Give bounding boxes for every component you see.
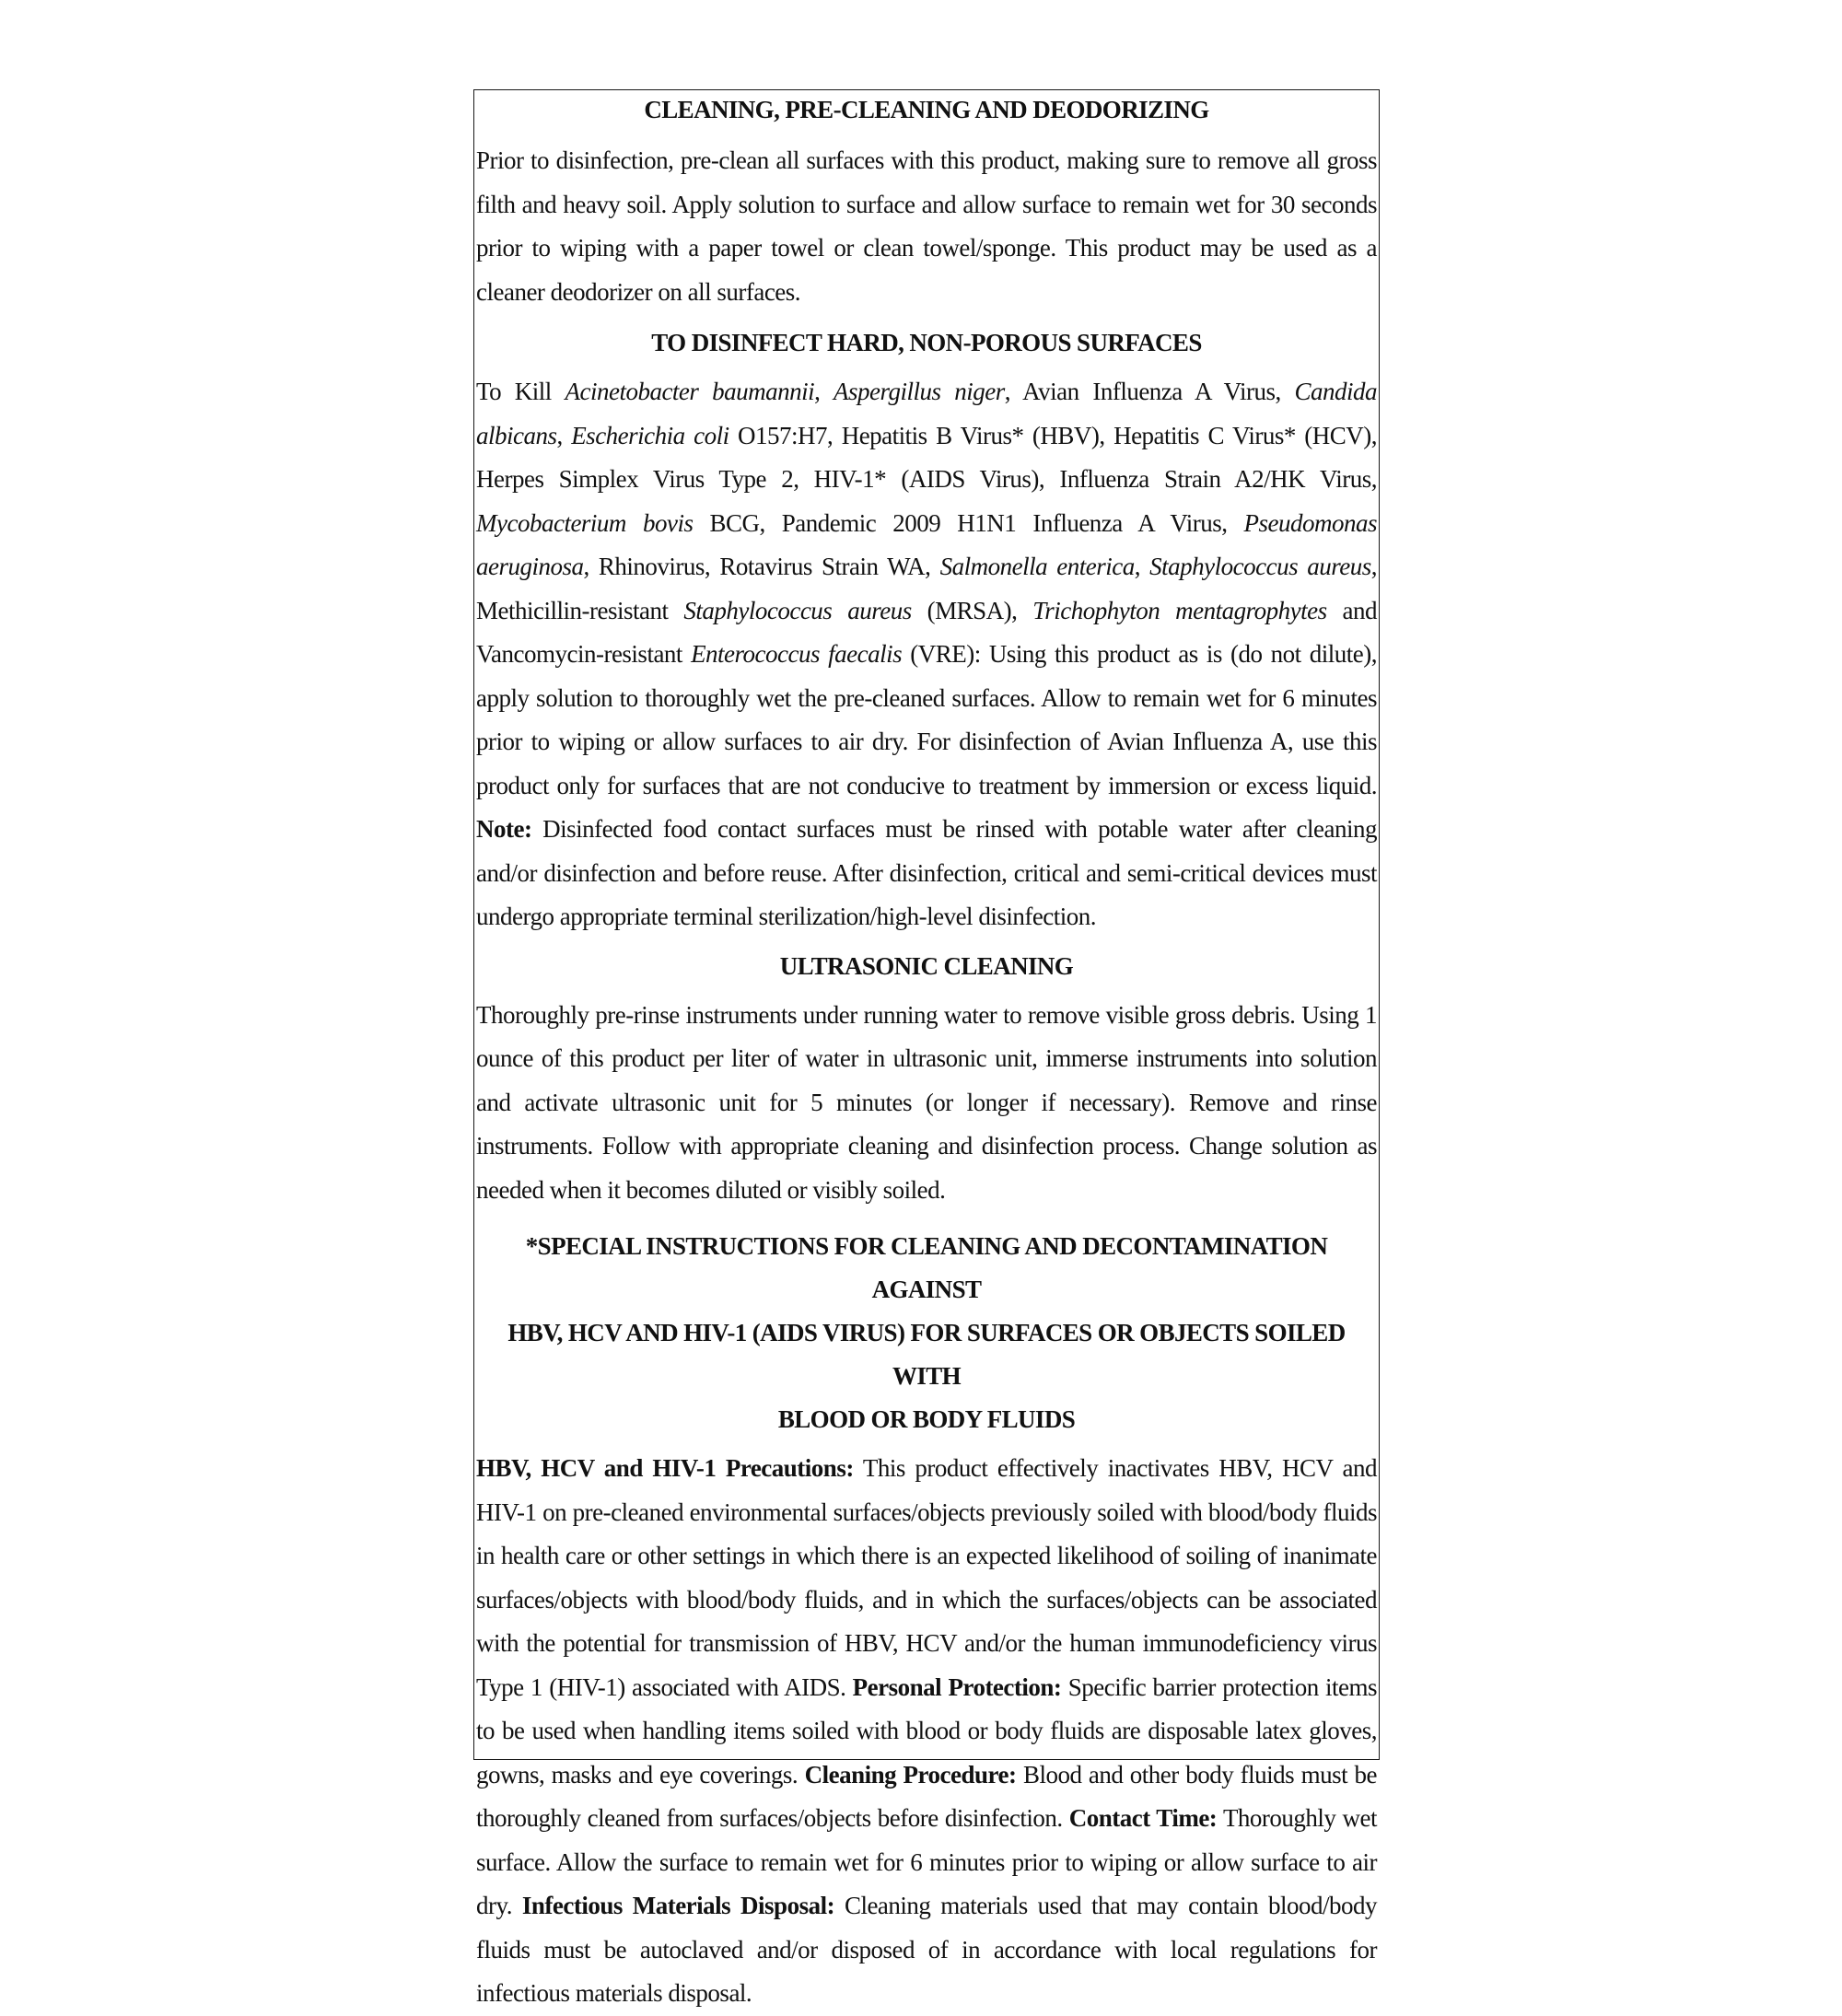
italic-run: Candida albicans bbox=[476, 378, 1377, 449]
text-run: O157:H7, Hepatitis B Virus* (HBV), Hepatitis C Virus* (HCV), Herpes Simplex Virus Type 2, HIV-1* (AIDS Virus), Influenza Strain A2/HK Virus, bbox=[476, 421, 1377, 493]
italic-run: Escherichia coli bbox=[571, 421, 729, 449]
text-run: , bbox=[1134, 553, 1150, 580]
text-run: , bbox=[556, 421, 572, 449]
text-run: (MRSA), bbox=[911, 596, 1033, 624]
italic-run: Pseudomonas aeruginosa bbox=[476, 508, 1378, 580]
text-run: To Kill bbox=[476, 378, 565, 405]
text-run: This product effectively inactivates HBV, HCV and HIV-1 on pre-cleaned environmental surfaces/objects previously soiled with blood/body fluids in health care or other settings in which there is an expected likelihood of soiling of inanimate surfaces/objects with blood/body fluids, and in which the surfaces/objects can be associated with the potential for transmission of HBV, HCV and/or the human immunodeficiency virus Type 1 (HIV-1) associated with AIDS. bbox=[476, 1454, 1378, 1701]
italic-run: Trichophyton mentagrophytes bbox=[1032, 596, 1327, 624]
heading-ultrasonic: ULTRASONIC CLEANING bbox=[779, 951, 1074, 980]
italic-run: Staphylococcus aureus bbox=[683, 596, 912, 624]
text-run: Specific barrier protection items to be used when handling items soiled with blood or body fluids are disposable latex gloves, gowns, masks and eye coverings. bbox=[476, 1672, 1378, 1789]
text-run: (VRE): Using this product as is (do not dilute), apply solution to thoroughly wet the pre-cleaned surfaces. Allow to remain wet for 6 minutes prior to wiping or allow surfaces to air dry. For disinfection of Avian Influenza A, use this product only for surfaces that are not conducive to treatment by immersion or excess liquid. bbox=[476, 640, 1378, 799]
heading-cleaning: CLEANING, PRE-CLEANING AND DEODORIZING bbox=[644, 96, 1209, 123]
text-run: , Avian Influenza A Virus, bbox=[1004, 378, 1295, 405]
label-panel bbox=[473, 89, 1380, 2007]
text-run: Blood and other body fluids must be thoroughly cleaned from surfaces/objects before disinfection. bbox=[476, 1760, 1378, 1832]
italic-run: Mycobacterium bovis bbox=[476, 508, 694, 537]
bold-run: Infectious Materials Disposal: bbox=[521, 1892, 835, 1919]
text-run: , Methicillin-resistant bbox=[476, 553, 1377, 624]
heading-line: HBV, HCV AND HIV-1 (AIDS VIRUS) FOR SURFACES OR OBJECTS SOILED WITH bbox=[507, 1319, 1346, 1390]
bold-run: Personal Protection: bbox=[852, 1672, 1062, 1701]
text-run: Cleaning materials used that may contain blood/body fluids must be autoclaved and/or disposed of in accordance with local regulations for infectious materials disposal. bbox=[476, 1892, 1377, 2007]
italic-run: Salmonella enterica bbox=[939, 553, 1135, 580]
heading-disinfect: TO DISINFECT HARD, NON-POROUS SURFACES bbox=[651, 329, 1202, 356]
heading-special-instructions bbox=[476, 1225, 1377, 1441]
text-run: , Rhinovirus, Rotavirus Strain WA, bbox=[583, 553, 940, 580]
italic-run: Enterococcus faecalis bbox=[691, 640, 903, 668]
bold-run: Cleaning Procedure: bbox=[804, 1760, 1017, 1789]
paragraph-ultrasonic: Thoroughly pre-rinse instruments under running water to remove visible gross debris. Using 1 ounce of this product per liter of water in ultrasonic unit, immerse instruments into solution and activate ultrasonic unit for 5 minutes (or longer if necessary). Remove and rinse instruments. Follow with appropriate cleaning and disinfection process. Change solution as needed when it becomes diluted or visibly soiled. bbox=[476, 1000, 1377, 1204]
bold-run: Note: bbox=[476, 815, 532, 843]
heading-line: *SPECIAL INSTRUCTIONS FOR CLEANING AND DECONTAMINATION AGAINST bbox=[525, 1232, 1328, 1303]
text-run: Disinfected food contact surfaces must be rinsed with potable water after cleaning and/or disinfection and before reuse. After disinfection, critical and semi-critical devices must undergo appropriate terminal sterilization/high-level disinfection. bbox=[476, 815, 1377, 930]
bold-run: Contact Time: bbox=[1068, 1804, 1218, 1832]
heading-line: BLOOD OR BODY FLUIDS bbox=[777, 1405, 1076, 1433]
text-run: and Vancomycin-resistant bbox=[476, 596, 1378, 668]
bold-run: HBV, HCV and HIV-1 Precautions: bbox=[476, 1454, 854, 1482]
paragraph-disinfect bbox=[476, 370, 1377, 939]
text-run: Thoroughly wet surface. Allow the surface to remain wet for 6 minutes prior to wiping or allow surface to air dry. bbox=[476, 1804, 1378, 1919]
italic-run: Acinetobacter baumannii bbox=[565, 378, 815, 405]
paragraph-cleaning: Prior to disinfection, pre-clean all surfaces with this product, making sure to remove all gross filth and heavy soil. Apply solution to surface and allow surface to remain wet for 30 seconds prior to wiping with a paper towel or clean towel/sponge. This product may be used as a cleaner deodorizer on all surfaces. bbox=[476, 146, 1377, 306]
paragraph-special-instructions bbox=[476, 1447, 1377, 2016]
text-run: , bbox=[814, 378, 834, 405]
italic-run: Aspergillus niger bbox=[834, 378, 1005, 405]
italic-run: Staphylococcus aureus bbox=[1149, 553, 1371, 580]
text-run: BCG, Pandemic 2009 H1N1 Influenza A Virus, bbox=[693, 508, 1244, 537]
